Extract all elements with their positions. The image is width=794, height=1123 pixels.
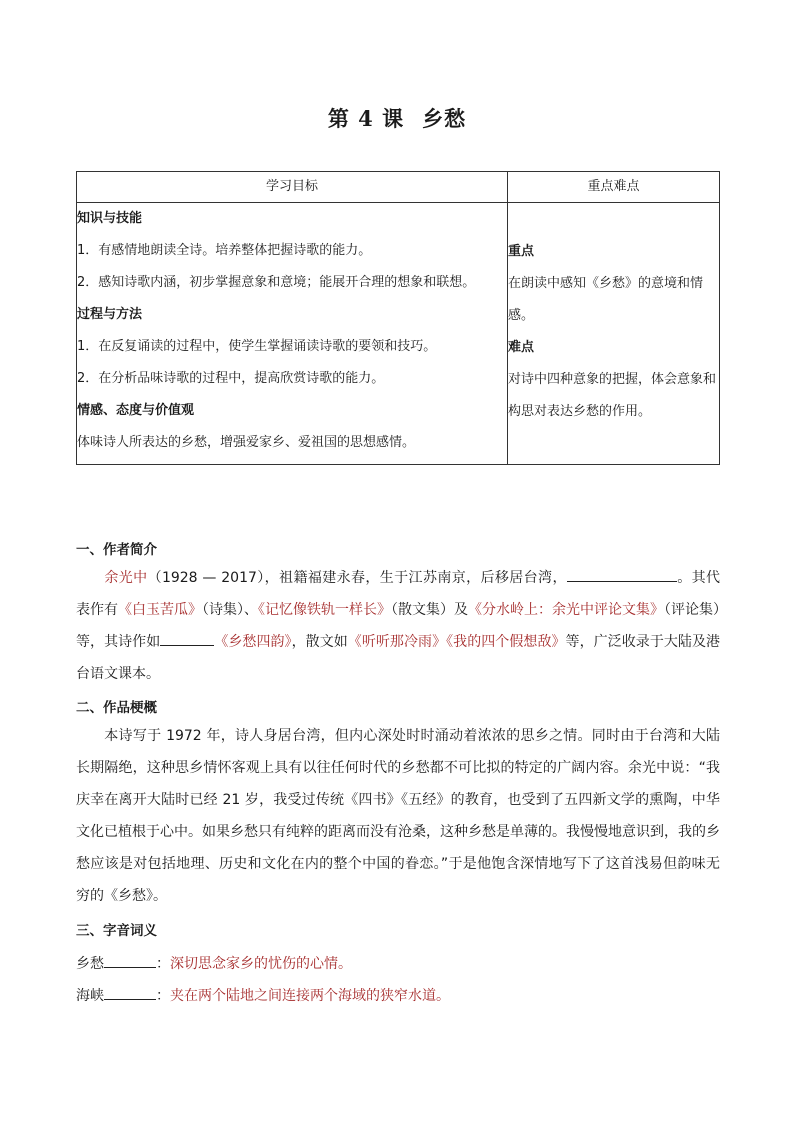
- lesson-number: 第 4 课: [327, 106, 405, 131]
- vocab-word: 乡愁: [76, 956, 104, 972]
- goal-line: 知识与技能: [77, 211, 143, 226]
- header-goals: 学习目标: [77, 172, 508, 203]
- author-text: 。其代表作有: [76, 570, 721, 618]
- goal-line: 2．感知诗歌内涵，初步掌握意象和意境；能展开合理的想象和联想。: [77, 275, 476, 290]
- summary-paragraph: [76, 720, 720, 912]
- author-text: （评论集）等，其诗作如: [76, 602, 720, 650]
- fill-blank[interactable]: [104, 983, 156, 1000]
- author-paragraph: [76, 562, 720, 690]
- goal-line: 1．在反复诵读的过程中，使学生掌握诵读诗歌的要领和技巧。: [77, 339, 437, 354]
- key-point-line: 在朗读中感知《乡愁》的意境和情感。: [508, 276, 704, 323]
- fill-blank[interactable]: [160, 629, 214, 646]
- work-title: 《乡愁四韵》: [214, 634, 292, 650]
- fill-blank[interactable]: [567, 565, 677, 582]
- work-title: 《听听那冷雨》《我的四个假想敌》: [347, 634, 566, 650]
- author-text: 等，广泛收录于大陆及港台语文课本。: [76, 634, 721, 682]
- goal-line: 情感、态度与价值观: [77, 403, 195, 418]
- author-years: （1928 — 2017）: [147, 570, 265, 586]
- author-text: ，祖籍福建永春，生于江苏南京，后移居台湾，: [264, 570, 567, 586]
- section-heading-vocabulary: 三、字音词义: [76, 923, 157, 939]
- key-point-line: 重点: [508, 244, 535, 259]
- header-key-points: 重点难点: [508, 172, 720, 203]
- goal-line: 过程与方法: [77, 307, 143, 322]
- key-points-cell: [508, 203, 720, 465]
- summary-text: 本诗写于 1972 年，诗人身居台湾，但内心深处时时涌动着浓浓的思乡之情。同时由于台湾和大陆长期隔绝，这种思乡情怀客观上具有以往任何时代的乡愁都不可比拟的特定的广阔内容。余光中说：“我庆幸在离开大陆时已经 21 岁，我受过传统《四书》《五经》的教育，也受到了五四新文学的熏陶，中华文化已植根于心中。如果乡愁只有纯粹的距离而没有沧桑，这种乡愁是单薄的。我慢慢地意识到，我的乡愁应该是对包括地理、历史和文化在内的整个中国的眷恋。”于是他饱含深情地写下了这首浅易但韵味无穷的《乡愁》。: [76, 728, 720, 904]
- author-name: 余光中: [104, 570, 148, 586]
- author-text: （散文集）及: [391, 602, 468, 618]
- key-point-line: 对诗中四种意象的把握，体会意象和构思对表达乡愁的作用。: [508, 372, 717, 419]
- section-heading-author: 一、作者简介: [76, 542, 157, 558]
- goal-line: 2．在分析品味诗歌的过程中，提高欣赏诗歌的能力。: [77, 371, 385, 386]
- author-text: （诗集）、: [202, 602, 258, 618]
- author-text: ，散文如: [291, 634, 348, 650]
- work-title: 《记忆像铁轨一样长》: [258, 602, 391, 618]
- fill-blank[interactable]: [104, 951, 156, 968]
- page-title: [0, 103, 794, 133]
- vocab-definition: 深切思念家乡的忧伤的心情。: [170, 956, 352, 972]
- goal-line: 体味诗人所表达的乡愁，增强爱家乡、爱祖国的思想感情。: [77, 435, 416, 450]
- section-heading-summary: 二、作品梗概: [76, 700, 157, 716]
- work-title: 《分水岭上：余光中评论文集》: [468, 602, 664, 618]
- vocab-word: 海峡: [76, 988, 104, 1004]
- goals-cell: [77, 203, 508, 465]
- vocab-item: 海峡 ：夹在两个陆地之间连接两个海域的狭窄水道。: [76, 983, 450, 1005]
- vocab-definition: 夹在两个陆地之间连接两个海域的狭窄水道。: [170, 988, 450, 1004]
- goals-table: [76, 171, 720, 465]
- key-point-line: 难点: [508, 340, 535, 355]
- goal-line: 1．有感情地朗读全诗。培养整体把握诗歌的能力。: [77, 243, 372, 258]
- lesson-name: 乡愁: [422, 106, 467, 131]
- work-title: 《白玉苦瓜》: [118, 602, 202, 618]
- vocab-item: 乡愁 ：深切思念家乡的忧伤的心情。: [76, 951, 352, 973]
